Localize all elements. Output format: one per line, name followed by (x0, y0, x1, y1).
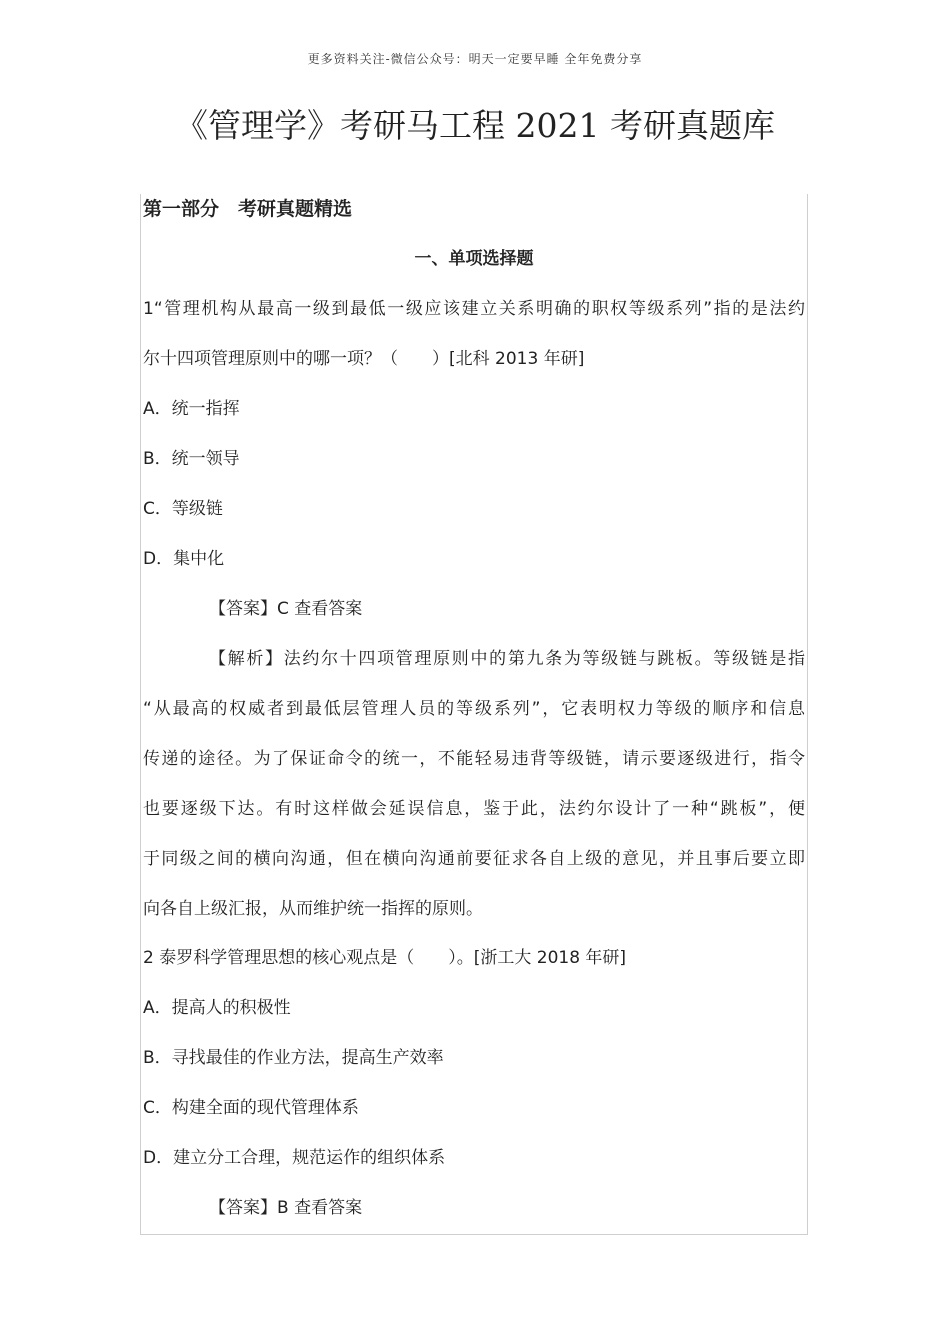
question-1 (143, 294, 805, 943)
content-area (143, 194, 805, 1243)
document-title: 《管理学》考研马工程 2021 考研真题库 (175, 106, 775, 145)
q1-stem-line-2: 尔十四项管理原则中的哪一项？（ ）[北科 2013 年研] (143, 349, 585, 369)
q1-stem-line-1: 1“管理机构从最高一级到最低一级应该建立关系明确的职权等级系列”指的是法约 (143, 299, 805, 319)
q1-analysis-line-6: 向各自上级汇报，从而维护统一指挥的原则。 (143, 899, 483, 919)
section-heading: 一、单项选择题 (414, 249, 534, 269)
q2-answer: 【答案】B 查看答案 (209, 1198, 363, 1218)
q1-option-c: C．等级链 (143, 499, 223, 519)
q1-analysis-line-1: 【解析】法约尔十四项管理原则中的第九条为等级链与跳板。等级链是指 (209, 649, 805, 669)
q2-option-a: A．提高人的积极性 (143, 998, 291, 1018)
q2-stem: 2 泰罗科学管理思想的核心观点是（ ）。[浙工大 2018 年研] (143, 948, 627, 968)
question-2 (143, 943, 805, 1243)
header-note: 更多资料关注-微信公众号：明天一定要早睡 全年免费分享 (307, 52, 643, 66)
q2-option-d: D．建立分工合理，规范运作的组织体系 (143, 1148, 446, 1168)
q1-analysis-line-2: “从最高的权威者到最低层管理人员的等级系列”，它表明权力等级的顺序和信息 (143, 699, 805, 719)
part-heading: 第一部分 考研真题精选 (143, 198, 353, 220)
q2-option-c: C．构建全面的现代管理体系 (143, 1098, 359, 1118)
q1-option-a: A．统一指挥 (143, 399, 240, 419)
q1-analysis-line-3: 传递的途径。为了保证命令的统一，不能轻易违背等级链，请示要逐级进行，指令 (143, 749, 805, 769)
q1-analysis-line-5: 于同级之间的横向沟通，但在横向沟通前要征求各自上级的意见，并且事后要立即 (143, 849, 805, 869)
q1-answer: 【答案】C 查看答案 (209, 599, 363, 619)
q1-analysis-line-4: 也要逐级下达。有时这样做会延误信息，鉴于此，法约尔设计了一种“跳板”，便 (143, 799, 805, 819)
q1-option-b: B．统一领导 (143, 449, 240, 469)
q1-option-d: D．集中化 (143, 549, 225, 569)
q2-option-b: B．寻找最佳的作业方法，提高生产效率 (143, 1048, 444, 1068)
